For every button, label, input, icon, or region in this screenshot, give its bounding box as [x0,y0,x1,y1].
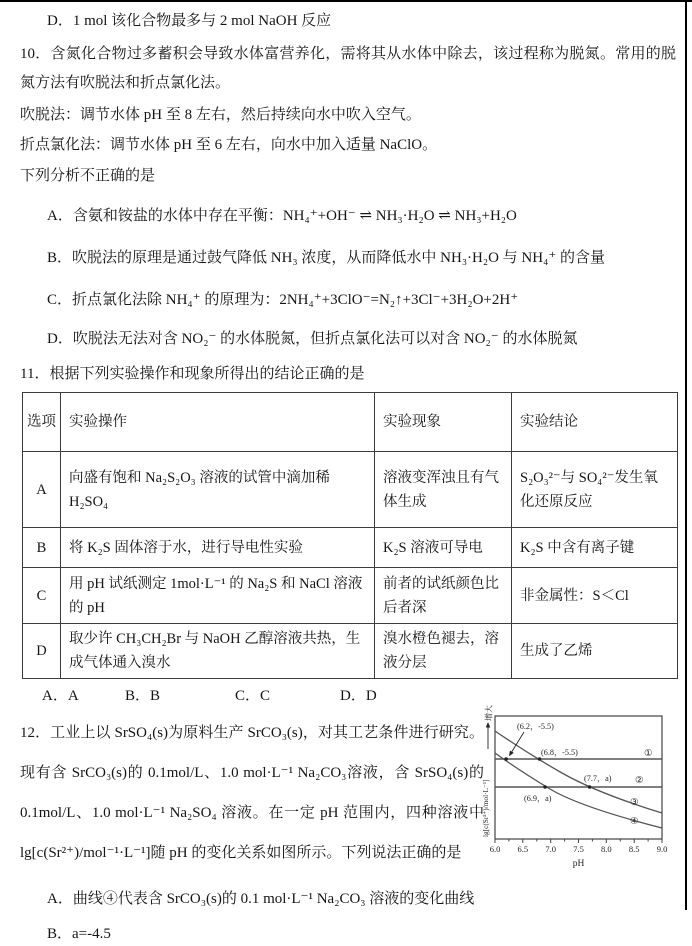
row-c-operation: 用 pH 试纸测定 1mol·L⁻¹ 的 Na₂S 和 NaCl 溶液的 pH [61,568,375,624]
label-point-6.2: (6.2，-5.5) [517,722,554,731]
x-tick-1: 6.5 [517,844,529,854]
q12-option-a: A．曲线④代表含 SrCO₃(s)的 0.1 mol·L⁻¹ Na₂CO₃ 溶液的变化曲线 [47,891,475,907]
x-tick-6: 9.0 [656,844,668,854]
x-axis-title: pH [572,859,585,869]
header-conclusion: 实验结论 [512,393,678,452]
row-a-conclusion: S₂O₃²⁻与 SO₄²⁻发生氧化还原反应 [512,452,678,528]
question-10 [20,40,676,352]
q12-option-b: B．a=-4.5 [47,926,111,942]
q12-stem: 12．工业上以 SrSO₄(s)为原料生产 SrCO₃(s)，对其工艺条件进行研究。现有含 SrCO₃(s)的 0.1mol/L、1.0 mol·L⁻¹ Na₂CO₃溶液，含 SrSO₄(s)的 0.1mol/L、1.0 mol·L⁻¹ Na₂SO₄ 溶液。在一定 pH 范围内，四种溶液中 lg[c(Sr²⁺)/mol⁻¹·L⁻¹]随 pH 的变化关系如图所示。下列说法正确的是 [20,725,484,861]
curve-label-4: ④ [630,817,639,827]
header-operation: 实验操作 [61,393,375,452]
point-6.9 [543,785,547,789]
x-tick-5: 8.5 [628,844,640,854]
q10-stem: 10．含氮化合物过多蓄积会导致水体富营养化，需将其从水体中除去，该过程称为脱氮。常用的脱氮方法有吹脱法和折点氯化法。 [20,46,676,91]
x-tick-0: 6.0 [489,844,501,854]
x-tick-4: 8.0 [600,844,612,854]
q11-answer-c: C．C [235,688,271,704]
point-6.8 [538,757,542,761]
row-a-operation: 向盛有饱和 Na₂S₂O₃ 溶液的试管中滴加稀 H₂SO₄ [61,452,375,528]
row-c-option: C [23,568,61,624]
question-12 [20,705,676,885]
row-d-operation: 取少许 CH₃CH₂Br 与 NaOH 乙醇溶液共热，生成气体通入溴水 [61,624,375,679]
row-c-conclusion: 非金属性：S＜Cl [512,568,678,624]
label-point-6.8: (6.8，-5.5) [541,748,578,757]
q10-method-blow: 吹脱法：调节水体 pH 至 8 左右，然后持续向水中吹入空气。 [20,107,421,123]
curve-label-3: ③ [630,798,639,808]
point-7.7 [588,785,592,789]
q10-option-d: D．吹脱法无法对含 NO₂⁻ 的水体脱氮，但折点氯化法可以对含 NO₂⁻ 的水体脱氮 [47,331,578,347]
ph-chart [480,701,688,875]
q10-option-b: B．吹脱法的原理是通过鼓气降低 NH₃ 浓度，从而降低水中 NH₃·H₂O 与 NH₄⁺ 的含量 [47,250,605,266]
prev-question-option-d: D．1 mol 该化合物最多与 2 mol NaOH 反应 [47,13,332,29]
table-header-row [23,393,678,452]
row-b-phenomenon: K₂S 溶液可导电 [375,528,512,568]
q10-option-c: C．折点氯化法除 NH₄⁺ 的原理为：2NH₄⁺+3ClO⁻=N₂↑+3Cl⁻+3H₂O+2H⁺ [47,292,519,308]
pointer-arrow [510,732,525,756]
x-tick-3: 7.5 [573,844,584,854]
row-d-phenomenon: 溴水橙色褪去，溶液分层 [375,624,512,679]
row-a-phenomenon: 溶液变浑浊且有气体生成 [375,452,512,528]
row-c-phenomenon: 前者的试纸颜色比后者深 [375,568,512,624]
q10-option-a: A．含氨和铵盐的水体中存在平衡：NH₄⁺+OH⁻ ⇌ NH₃·H₂O ⇌ NH₃+H₂O [47,208,517,224]
q11-answer-b: B．B [125,688,161,704]
experiment-table [22,392,678,679]
page-content [0,2,692,946]
q10-method-chlorine: 折点氯化法：调节水体 pH 至 6 左右，向水中加入适量 NaClO。 [20,137,438,153]
row-d-option: D [23,624,61,679]
header-option: 选项 [23,393,61,452]
q10-prompt: 下列分析不正确的是 [20,168,156,184]
row-b-option: B [23,528,61,568]
label-point-6.9: (6.9，a) [524,794,552,803]
row-b-operation: 将 K₂S 固体溶于水，进行导电性实验 [61,528,375,568]
q11-stem: 11．根据下列实验操作和现象所得出的结论正确的是 [20,366,365,382]
curve-label-2: ② [635,776,644,786]
increase-label: 增大 [484,705,494,721]
table-row [23,528,678,568]
curve-label-1: ① [644,749,653,759]
label-point-7.7: (7.7，a) [584,774,612,783]
question-11 [20,363,676,707]
q11-answer-d: D．D [340,688,377,704]
row-b-conclusion: K₂S 中含有离子键 [512,528,678,568]
row-d-conclusion: 生成了乙烯 [512,624,678,679]
q11-answer-a: A．A [42,688,79,704]
y-axis-title: lg[c(Sr²⁺)/mol·L⁻¹] [481,779,490,837]
point-6.2 [504,757,508,761]
header-phenomenon: 实验现象 [375,393,512,452]
table-row [23,452,678,528]
x-tick-2: 7.0 [545,844,557,854]
row-a-option: A [23,452,61,528]
table-row [23,624,678,679]
table-row [23,568,678,624]
